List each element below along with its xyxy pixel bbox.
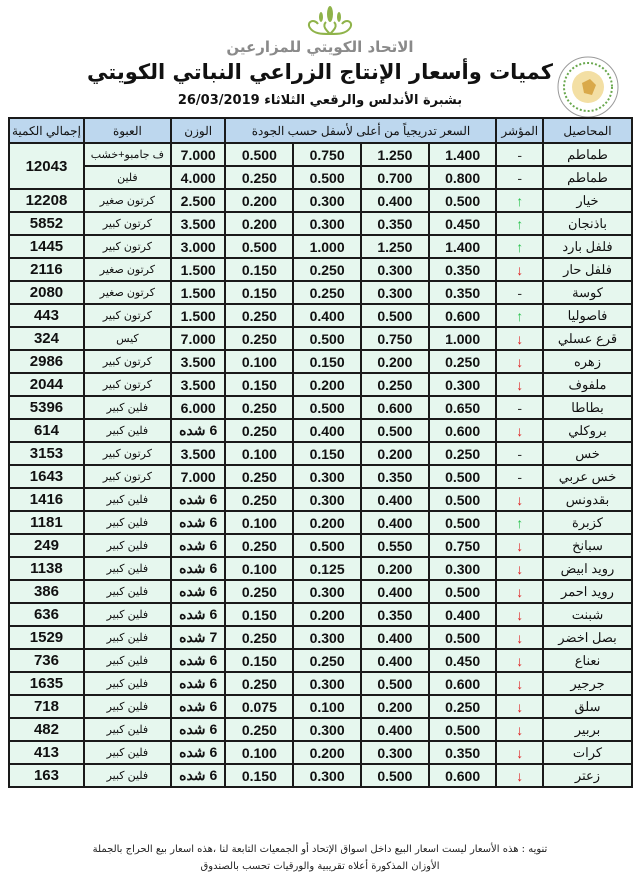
table-row: [9, 442, 632, 465]
page-title: كميات وأسعار الإنتاج الزراعي النباتي الكويتي: [87, 60, 553, 84]
package: فلين كبير: [84, 649, 171, 672]
price-grade-3: 0.300: [293, 580, 361, 603]
price-grade-1: 0.500: [429, 718, 497, 741]
price-grade-3: 0.300: [293, 626, 361, 649]
total-quantity: 1445: [9, 235, 84, 258]
price-grade-4: 0.150: [225, 281, 293, 304]
table-row: [9, 488, 632, 511]
total-quantity: 12208: [9, 189, 84, 212]
price-grade-1: 0.450: [429, 212, 497, 235]
crop-name: بقدونس: [543, 488, 632, 511]
price-grade-4: 0.150: [225, 373, 293, 396]
table-row: [9, 603, 632, 626]
price-grade-1: 0.500: [429, 580, 497, 603]
crop-name: شبنت: [543, 603, 632, 626]
package: كرتون صغير: [84, 281, 171, 304]
total-quantity: 482: [9, 718, 84, 741]
price-grade-1: 0.350: [429, 281, 497, 304]
package: فلين كبير: [84, 488, 171, 511]
price-grade-4: 0.150: [225, 764, 293, 787]
price-grade-3: 0.250: [293, 649, 361, 672]
price-grade-1: 0.650: [429, 396, 497, 419]
floral-ornament-icon: [300, 4, 360, 38]
crop-name: فلفل بارد: [543, 235, 632, 258]
price-grade-3: 0.300: [293, 212, 361, 235]
price-grade-4: 0.250: [225, 465, 293, 488]
crop-name: جرجير: [543, 672, 632, 695]
column-header-price: السعر تدريجياً من أعلى لأسفل حسب الجودة: [225, 118, 496, 143]
price-grade-3: 0.300: [293, 189, 361, 212]
price-grade-4: 0.250: [225, 580, 293, 603]
table-row: [9, 741, 632, 764]
price-grade-3: 0.400: [293, 419, 361, 442]
trend-down-icon: ↓: [496, 534, 543, 557]
price-grade-1: 0.300: [429, 557, 497, 580]
price-grade-4: 0.250: [225, 626, 293, 649]
trend-down-icon: ↓: [496, 718, 543, 741]
package: كرتون كبير: [84, 465, 171, 488]
weight: 6 شده: [171, 718, 226, 741]
weight: 1.500: [171, 258, 226, 281]
price-grade-2: 1.250: [361, 235, 429, 258]
trend-down-icon: ↓: [496, 626, 543, 649]
price-grade-2: 0.200: [361, 442, 429, 465]
price-grade-4: 0.250: [225, 327, 293, 350]
crop-name: كزبرة: [543, 511, 632, 534]
total-quantity: 1643: [9, 465, 84, 488]
price-grade-2: 0.300: [361, 741, 429, 764]
price-grade-3: 0.300: [293, 764, 361, 787]
package: فلين: [84, 166, 171, 189]
total-quantity: 1416: [9, 488, 84, 511]
crop-name: خس عربي: [543, 465, 632, 488]
total-quantity: 1138: [9, 557, 84, 580]
price-grade-4: 0.500: [225, 143, 293, 166]
crop-name: زهره: [543, 350, 632, 373]
crop-name: سلق: [543, 695, 632, 718]
price-grade-2: 0.400: [361, 511, 429, 534]
price-grade-2: 0.250: [361, 373, 429, 396]
price-grade-1: 0.250: [429, 350, 497, 373]
table-row: [9, 350, 632, 373]
package: فلين كبير: [84, 511, 171, 534]
package: فلين كبير: [84, 695, 171, 718]
table-row: [9, 143, 632, 166]
price-grade-3: 0.150: [293, 350, 361, 373]
column-header-package: العبوة: [84, 118, 171, 143]
price-grade-4: 0.075: [225, 695, 293, 718]
trend-down-icon: ↓: [496, 373, 543, 396]
weight: 6 شده: [171, 741, 226, 764]
trend-down-icon: ↓: [496, 672, 543, 695]
weight: 4.000: [171, 166, 226, 189]
price-grade-2: 0.400: [361, 488, 429, 511]
weight: 1.500: [171, 281, 226, 304]
total-quantity: 5396: [9, 396, 84, 419]
crop-name: خيار: [543, 189, 632, 212]
weight: 3.000: [171, 235, 226, 258]
price-grade-2: 0.400: [361, 189, 429, 212]
weight: 6 شده: [171, 580, 226, 603]
table-row: [9, 166, 632, 189]
price-grade-4: 0.200: [225, 189, 293, 212]
price-grade-2: 1.250: [361, 143, 429, 166]
price-grade-3: 0.250: [293, 281, 361, 304]
price-grade-4: 0.250: [225, 488, 293, 511]
crop-name: بصل اخضر: [543, 626, 632, 649]
column-header-weight: الوزن: [171, 118, 226, 143]
price-grade-1: 0.500: [429, 465, 497, 488]
crop-name: كوسة: [543, 281, 632, 304]
total-quantity: 2986: [9, 350, 84, 373]
price-grade-2: 0.600: [361, 396, 429, 419]
price-grade-2: 0.400: [361, 718, 429, 741]
price-grade-4: 0.150: [225, 603, 293, 626]
price-grade-4: 0.250: [225, 304, 293, 327]
price-grade-2: 0.400: [361, 649, 429, 672]
crop-name: طماطم: [543, 166, 632, 189]
package: فلين كبير: [84, 741, 171, 764]
price-grade-3: 0.400: [293, 304, 361, 327]
package: كرتون كبير: [84, 373, 171, 396]
trend-down-icon: ↓: [496, 419, 543, 442]
trend-flat-indicator: -: [496, 396, 543, 419]
weight: 6 شده: [171, 603, 226, 626]
price-grade-1: 0.500: [429, 488, 497, 511]
price-grade-1: 0.500: [429, 189, 497, 212]
table-row: [9, 626, 632, 649]
crop-name: قرع عسلي: [543, 327, 632, 350]
crop-name: كرات: [543, 741, 632, 764]
package: فلين كبير: [84, 603, 171, 626]
table-row: [9, 764, 632, 787]
weight: 3.500: [171, 350, 226, 373]
table-row: [9, 695, 632, 718]
price-grade-2: 0.300: [361, 258, 429, 281]
package: كرتون كبير: [84, 212, 171, 235]
table-row: [9, 281, 632, 304]
crop-name: بطاطا: [543, 396, 632, 419]
total-quantity: 413: [9, 741, 84, 764]
price-grade-4: 0.100: [225, 741, 293, 764]
crop-name: طماطم: [543, 143, 632, 166]
price-grade-1: 0.800: [429, 166, 497, 189]
crop-name: رويد احمر: [543, 580, 632, 603]
trend-up-icon: ↑: [496, 511, 543, 534]
federation-logo-icon: [556, 55, 620, 119]
price-grade-1: 0.500: [429, 511, 497, 534]
price-grade-4: 0.250: [225, 166, 293, 189]
price-grade-1: 1.400: [429, 143, 497, 166]
crop-name: زعتر: [543, 764, 632, 787]
table-row: [9, 580, 632, 603]
crop-name: ملفوف: [543, 373, 632, 396]
weight: 6 شده: [171, 419, 226, 442]
price-grade-3: 0.200: [293, 741, 361, 764]
crop-name: بربير: [543, 718, 632, 741]
price-grade-2: 0.200: [361, 350, 429, 373]
price-grade-2: 0.200: [361, 557, 429, 580]
package: فلين كبير: [84, 534, 171, 557]
prices-table: [8, 117, 633, 788]
price-grade-3: 1.000: [293, 235, 361, 258]
package: فلين كبير: [84, 764, 171, 787]
trend-down-icon: ↓: [496, 603, 543, 626]
total-quantity: 636: [9, 603, 84, 626]
price-grade-4: 0.150: [225, 649, 293, 672]
table-row: [9, 534, 632, 557]
weight: 6 شده: [171, 695, 226, 718]
package: فلين كبير: [84, 419, 171, 442]
price-grade-2: 0.350: [361, 465, 429, 488]
footer-note-weights: الأوزان المذكورة أعلاه تقريبية والورقيات تحسب بالصندوق: [200, 861, 440, 872]
price-grade-1: 0.350: [429, 258, 497, 281]
package: ف جامبو+خشب: [84, 143, 171, 166]
weight: 7.000: [171, 143, 226, 166]
weight: 1.500: [171, 304, 226, 327]
page-subtitle: بشبرة الأندلس والرقعي الثلاثاء 26/03/2019: [177, 93, 463, 108]
weight: 3.500: [171, 442, 226, 465]
trend-down-icon: ↓: [496, 327, 543, 350]
package: فلين كبير: [84, 672, 171, 695]
weight: 7.000: [171, 327, 226, 350]
trend-down-icon: ↓: [496, 488, 543, 511]
total-quantity: 5852: [9, 212, 84, 235]
package: كرتون كبير: [84, 304, 171, 327]
total-quantity: 1529: [9, 626, 84, 649]
price-grade-4: 0.150: [225, 258, 293, 281]
price-grade-1: 0.600: [429, 304, 497, 327]
total-quantity: 718: [9, 695, 84, 718]
table-row: [9, 235, 632, 258]
price-grade-2: 0.700: [361, 166, 429, 189]
price-grade-3: 0.125: [293, 557, 361, 580]
total-quantity: 1181: [9, 511, 84, 534]
trend-up-icon: ↑: [496, 235, 543, 258]
price-grade-1: 0.600: [429, 764, 497, 787]
price-grade-1: 0.300: [429, 373, 497, 396]
weight: 6 شده: [171, 764, 226, 787]
price-grade-1: 1.400: [429, 235, 497, 258]
trend-down-icon: ↓: [496, 350, 543, 373]
table-row: [9, 649, 632, 672]
trend-down-icon: ↓: [496, 649, 543, 672]
price-grade-3: 0.300: [293, 718, 361, 741]
price-grade-2: 0.750: [361, 327, 429, 350]
weight: 7 شده: [171, 626, 226, 649]
price-grade-4: 0.500: [225, 235, 293, 258]
price-grade-3: 0.750: [293, 143, 361, 166]
price-grade-4: 0.250: [225, 419, 293, 442]
total-quantity: 736: [9, 649, 84, 672]
trend-down-icon: ↓: [496, 741, 543, 764]
price-grade-2: 0.500: [361, 304, 429, 327]
table-row: [9, 511, 632, 534]
footer-note: تنويه : هذه الأسعار ليست اسعار البيع داخل اسواق الإتحاد أو الجمعيات التابعة لنا ،هذه اسعار بيع الحراج بالجملة: [92, 844, 548, 855]
package: فلين كبير: [84, 580, 171, 603]
price-grade-3: 0.500: [293, 534, 361, 557]
crop-name: نعناع: [543, 649, 632, 672]
table-row: [9, 718, 632, 741]
price-grade-3: 0.150: [293, 442, 361, 465]
crop-name: بروكلي: [543, 419, 632, 442]
price-grade-3: 0.100: [293, 695, 361, 718]
table-row: [9, 557, 632, 580]
price-grade-3: 0.200: [293, 511, 361, 534]
price-grade-2: 0.400: [361, 580, 429, 603]
price-grade-4: 0.250: [225, 396, 293, 419]
price-grade-1: 0.600: [429, 419, 497, 442]
package: كرتون كبير: [84, 235, 171, 258]
price-grade-3: 0.300: [293, 488, 361, 511]
weight: 6 شده: [171, 534, 226, 557]
package: فلين كبير: [84, 557, 171, 580]
table-header-row: [9, 118, 632, 143]
weight: 6 شده: [171, 557, 226, 580]
price-grade-4: 0.250: [225, 672, 293, 695]
price-grade-2: 0.550: [361, 534, 429, 557]
price-grade-4: 0.100: [225, 350, 293, 373]
table-row: [9, 189, 632, 212]
crop-name: خس: [543, 442, 632, 465]
price-grade-1: 0.250: [429, 695, 497, 718]
package: كرتون صغير: [84, 258, 171, 281]
price-grade-2: 0.500: [361, 672, 429, 695]
weight: 7.000: [171, 465, 226, 488]
price-grade-1: 1.000: [429, 327, 497, 350]
weight: 6 شده: [171, 511, 226, 534]
column-header-total: إجمالي الكمية: [9, 118, 84, 143]
price-grade-2: 0.400: [361, 626, 429, 649]
table-row: [9, 465, 632, 488]
price-grade-4: 0.250: [225, 534, 293, 557]
price-grade-4: 0.100: [225, 557, 293, 580]
package: كرتون كبير: [84, 442, 171, 465]
price-grade-3: 0.300: [293, 672, 361, 695]
trend-down-icon: ↓: [496, 258, 543, 281]
price-grade-3: 0.500: [293, 396, 361, 419]
crop-name: رويد ابيض: [543, 557, 632, 580]
package: كيس: [84, 327, 171, 350]
trend-flat-indicator: -: [496, 281, 543, 304]
price-grade-1: 0.450: [429, 649, 497, 672]
price-grade-2: 0.300: [361, 281, 429, 304]
price-grade-3: 0.500: [293, 327, 361, 350]
price-grade-3: 0.250: [293, 258, 361, 281]
price-grade-2: 0.350: [361, 212, 429, 235]
price-grade-3: 0.300: [293, 465, 361, 488]
total-quantity: 386: [9, 580, 84, 603]
price-grade-1: 0.250: [429, 442, 497, 465]
price-grade-1: 0.750: [429, 534, 497, 557]
price-grade-4: 0.100: [225, 511, 293, 534]
total-quantity: 443: [9, 304, 84, 327]
price-grade-1: 0.600: [429, 672, 497, 695]
organization-name: الاتحاد الكويتي للمزارعين: [226, 38, 414, 56]
trend-up-icon: ↑: [496, 304, 543, 327]
price-grade-1: 0.500: [429, 626, 497, 649]
crop-name: سبانخ: [543, 534, 632, 557]
price-grade-3: 0.200: [293, 373, 361, 396]
package: فلين كبير: [84, 626, 171, 649]
trend-up-icon: ↑: [496, 189, 543, 212]
trend-up-icon: ↑: [496, 212, 543, 235]
trend-flat-indicator: -: [496, 442, 543, 465]
total-quantity: 614: [9, 419, 84, 442]
weight: 6.000: [171, 396, 226, 419]
table-row: [9, 212, 632, 235]
weight: 3.500: [171, 212, 226, 235]
crop-name: فاصوليا: [543, 304, 632, 327]
trend-flat-indicator: -: [496, 143, 543, 166]
price-grade-4: 0.100: [225, 442, 293, 465]
table-row: [9, 672, 632, 695]
trend-down-icon: ↓: [496, 580, 543, 603]
total-quantity: 12043: [9, 143, 84, 189]
price-grade-2: 0.350: [361, 603, 429, 626]
total-quantity: 3153: [9, 442, 84, 465]
trend-down-icon: ↓: [496, 557, 543, 580]
price-grade-4: 0.250: [225, 718, 293, 741]
total-quantity: 163: [9, 764, 84, 787]
column-header-crop: المحاصيل: [543, 118, 632, 143]
column-header-indicator: المؤشر: [496, 118, 543, 143]
price-grade-2: 0.200: [361, 695, 429, 718]
trend-flat-indicator: -: [496, 465, 543, 488]
package: فلين كبير: [84, 718, 171, 741]
package: كرتون صغير: [84, 189, 171, 212]
price-grade-3: 0.500: [293, 166, 361, 189]
total-quantity: 324: [9, 327, 84, 350]
package: فلين كبير: [84, 396, 171, 419]
trend-down-icon: ↓: [496, 764, 543, 787]
price-grade-4: 0.200: [225, 212, 293, 235]
weight: 3.500: [171, 373, 226, 396]
total-quantity: 2116: [9, 258, 84, 281]
table-row: [9, 327, 632, 350]
table-row: [9, 419, 632, 442]
weight: 2.500: [171, 189, 226, 212]
price-grade-3: 0.200: [293, 603, 361, 626]
weight: 6 شده: [171, 649, 226, 672]
price-grade-1: 0.400: [429, 603, 497, 626]
total-quantity: 2044: [9, 373, 84, 396]
package: كرتون كبير: [84, 350, 171, 373]
table-row: [9, 258, 632, 281]
price-grade-2: 0.500: [361, 419, 429, 442]
price-grade-2: 0.500: [361, 764, 429, 787]
trend-flat-indicator: -: [496, 166, 543, 189]
crop-name: باذنجان: [543, 212, 632, 235]
weight: 6 شده: [171, 488, 226, 511]
trend-down-icon: ↓: [496, 695, 543, 718]
table-row: [9, 396, 632, 419]
price-grade-1: 0.350: [429, 741, 497, 764]
weight: 6 شده: [171, 672, 226, 695]
table-row: [9, 373, 632, 396]
table-row: [9, 304, 632, 327]
crop-name: فلفل حار: [543, 258, 632, 281]
total-quantity: 249: [9, 534, 84, 557]
total-quantity: 1635: [9, 672, 84, 695]
total-quantity: 2080: [9, 281, 84, 304]
